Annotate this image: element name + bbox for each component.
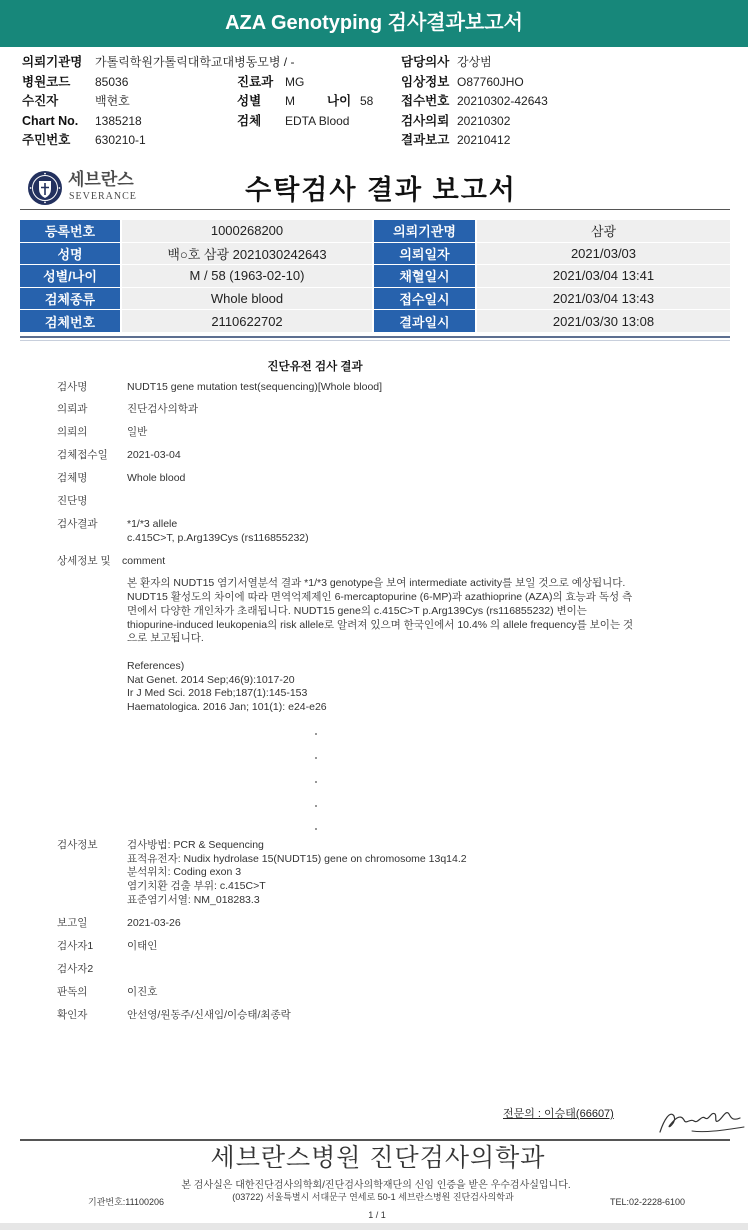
test-info-line: 분석위치: Coding exon 3 [127, 866, 242, 878]
chart-no-value: 1385218 [95, 114, 142, 128]
stray-mark [315, 781, 317, 783]
department-label: 진료과 [237, 75, 274, 89]
accreditation-notice: 본 검사실은 대한진단검사의학회/진단검사의학재단의 신임 인증을 받은 우수검사실입니다. [181, 1180, 571, 1191]
reference-item: Haematologica. 2016 Jan; 101(1): e24-e26 [127, 701, 327, 713]
severance-emblem-icon [27, 170, 63, 206]
resident-no-value: 630210-1 [95, 133, 146, 147]
field-label-tester2: 검사자2 [57, 963, 94, 975]
field-label-test-name: 검사명 [57, 381, 88, 393]
viewer-background-strip [0, 1223, 748, 1230]
stray-mark [315, 757, 317, 759]
result-line: *1/*3 allele [127, 518, 178, 530]
info-label-sex-age: 성별/나이 [20, 265, 120, 287]
sex-value: M [285, 94, 295, 108]
page-indicator: 1 / 1 [368, 1210, 386, 1220]
stray-mark [315, 828, 317, 830]
field-label-requesting-dept: 의뢰과 [57, 403, 88, 415]
patient-value: 백현호 [95, 94, 130, 108]
field-label-report-date: 보고일 [57, 917, 88, 929]
logo-name-ko: 세브란스 [68, 170, 134, 189]
field-value-confirmer: 안선영/원동주/신새임/이승태/최종락 [127, 1009, 291, 1021]
receipt-no-value: 20210302-42643 [457, 94, 548, 108]
comment-line: 면에서 다양한 개인차가 초래됩니다. NUDT15 gene의 c.415C>T p.Arg139Cys (rs116855232) 변이는 [127, 605, 587, 617]
info-value-sex-age: M / 58 (1963-02-10) [122, 265, 372, 287]
info-label-ordering-org: 의뢰기관명 [374, 220, 475, 242]
reference-item: Ir J Med Sci. 2018 Feb;187(1):145-153 [127, 687, 308, 699]
clinical-info-value: O87760JHO [457, 75, 524, 89]
department-value: MG [285, 75, 305, 89]
specialist-name: 전문의 : 이승태(66607) [503, 1108, 614, 1120]
field-label-diagnosis: 진단명 [57, 495, 88, 507]
comment-line: NUDT15 활성도의 차이에 따라 면역억제제인 6-mercaptopurine (6-MP)과 azathioprine (AZA)의 효능과 독성 측 [127, 591, 633, 603]
field-label-confirmer: 확인자 [57, 1009, 88, 1021]
chart-no-label: Chart No. [22, 114, 79, 128]
doctor-label: 담당의사 [401, 55, 450, 69]
age-label: 나이 [327, 94, 352, 108]
comment-line: 으로 보고됩니다. [127, 632, 204, 644]
info-value-registration-no: 1000268200 [122, 220, 372, 242]
patient-label: 수진자 [22, 94, 59, 108]
hospital-code-label: 병원코드 [22, 75, 71, 89]
field-label-result: 검사결과 [57, 518, 98, 530]
institution-code: 기관번호:11100206 [88, 1197, 164, 1207]
title-banner [0, 0, 748, 47]
clinical-info-label: 임상정보 [401, 75, 450, 89]
signature-icon [656, 1098, 746, 1140]
field-value-tester1: 이태인 [127, 940, 158, 952]
info-label-registration-no: 등록번호 [20, 220, 120, 242]
info-label-request-date: 의뢰일자 [374, 243, 475, 265]
field-label-comment: 상세정보 및 [57, 555, 111, 567]
field-label-received-date: 검체접수일 [57, 449, 108, 461]
hospital-code-value: 85036 [95, 75, 129, 89]
info-value-specimen-no: 2110622702 [122, 310, 372, 332]
specimen-value: EDTA Blood [285, 114, 350, 128]
resident-no-label: 주민번호 [22, 133, 71, 147]
footer-divider [20, 1139, 730, 1141]
request-date-value: 20210302 [457, 114, 511, 128]
field-value-received-date: 2021-03-04 [127, 449, 181, 461]
sex-label: 성별 [237, 94, 262, 108]
patient-info-table [20, 220, 730, 332]
info-label-specimen-no: 검체번호 [20, 310, 120, 332]
section-title: 진단유전 검사 결과 [267, 361, 363, 373]
field-label-specimen-name: 검체명 [57, 472, 88, 484]
telephone: TEL:02-2228-6100 [610, 1197, 686, 1207]
table-divider [20, 336, 730, 341]
info-value-result-datetime: 2021/03/30 13:08 [477, 310, 730, 332]
reference-item: Nat Genet. 2014 Sep;46(9):1017-20 [127, 674, 295, 686]
info-value-request-date: 2021/03/03 [477, 243, 730, 265]
field-label-requesting-physician: 의뢰의 [57, 426, 88, 438]
department-name: 세브란스병원 진단검사의학과 [210, 1144, 546, 1172]
info-value-receipt-datetime: 2021/03/04 13:43 [477, 288, 730, 310]
report-date-value: 20210412 [457, 133, 511, 147]
stray-mark [315, 733, 317, 735]
specimen-label: 검체 [237, 114, 262, 128]
comment-line: thiopurine-induced leukopenia의 risk allele로 알려져 있으며 한국인에서 10.4% 의 allele frequency를 보이는 것 [127, 619, 634, 631]
field-label-reader: 판독의 [57, 986, 88, 998]
info-label-receipt-datetime: 접수일시 [374, 288, 475, 310]
receipt-no-label: 접수번호 [401, 94, 450, 108]
request-date-label: 검사의뢰 [401, 114, 450, 128]
test-info-line: 표적유전자: Nudix hydrolase 15(NUDT15) gene on chromosome 13q14.2 [127, 853, 467, 865]
doctor-value: 강상범 [457, 55, 492, 69]
age-value: 58 [360, 94, 374, 108]
references-heading: References) [127, 660, 185, 672]
info-label-patient-name: 성명 [20, 243, 120, 265]
banner-title: AZA Genotyping 검사결과보고서 [225, 12, 523, 34]
ordering-org-value: 가톨릭학원가톨릭대학교대병동모병 / - [95, 55, 295, 69]
field-value-requesting-physician: 일반 [127, 426, 148, 438]
title-divider [20, 209, 730, 210]
info-label-collection-datetime: 채혈일시 [374, 265, 475, 287]
info-value-collection-datetime: 2021/03/04 13:41 [477, 265, 730, 287]
stray-mark [315, 805, 317, 807]
report-title: 수탁검사 결과 보고서 [245, 175, 517, 205]
result-line: c.415C>T, p.Arg139Cys (rs116855232) [127, 532, 309, 544]
address: (03722) 서울특별시 서대문구 연세로 50-1 세브란스병원 진단검사의학과 [232, 1192, 514, 1202]
report-date-label: 결과보고 [401, 133, 450, 147]
field-value-test-name: NUDT15 gene mutation test(sequencing)[Whole blood] [127, 381, 383, 393]
field-label-test-info: 검사정보 [57, 839, 98, 851]
info-value-patient-name: 백○호 삼광 2021030242643 [122, 243, 372, 265]
comment-heading: comment [122, 555, 166, 567]
info-label-specimen-type: 검체종류 [20, 288, 120, 310]
comment-line: 본 환자의 NUDT15 염기서열분석 결과 *1/*3 genotype을 보여 intermediate activity를 보일 것으로 예상됩니다. [127, 577, 626, 589]
info-label-result-datetime: 결과일시 [374, 310, 475, 332]
ordering-org-label: 의뢰기관명 [22, 55, 83, 69]
logo-name-en: SEVERANCE [69, 191, 137, 202]
test-info-line: 표준염기서열: NM_018283.3 [127, 894, 260, 906]
test-info-line: 염기치환 검출 부위: c.415C>T [127, 880, 266, 892]
field-value-reader: 이진호 [127, 986, 158, 998]
test-info-line: 검사방법: PCR & Sequencing [127, 839, 264, 851]
info-value-ordering-org: 삼광 [477, 220, 730, 242]
field-value-report-date: 2021-03-26 [127, 917, 181, 929]
field-value-specimen-name: Whole blood [127, 472, 186, 484]
field-label-tester1: 검사자1 [57, 940, 94, 952]
field-value-requesting-dept: 진단검사의학과 [127, 403, 199, 415]
info-value-specimen-type: Whole blood [122, 288, 372, 310]
